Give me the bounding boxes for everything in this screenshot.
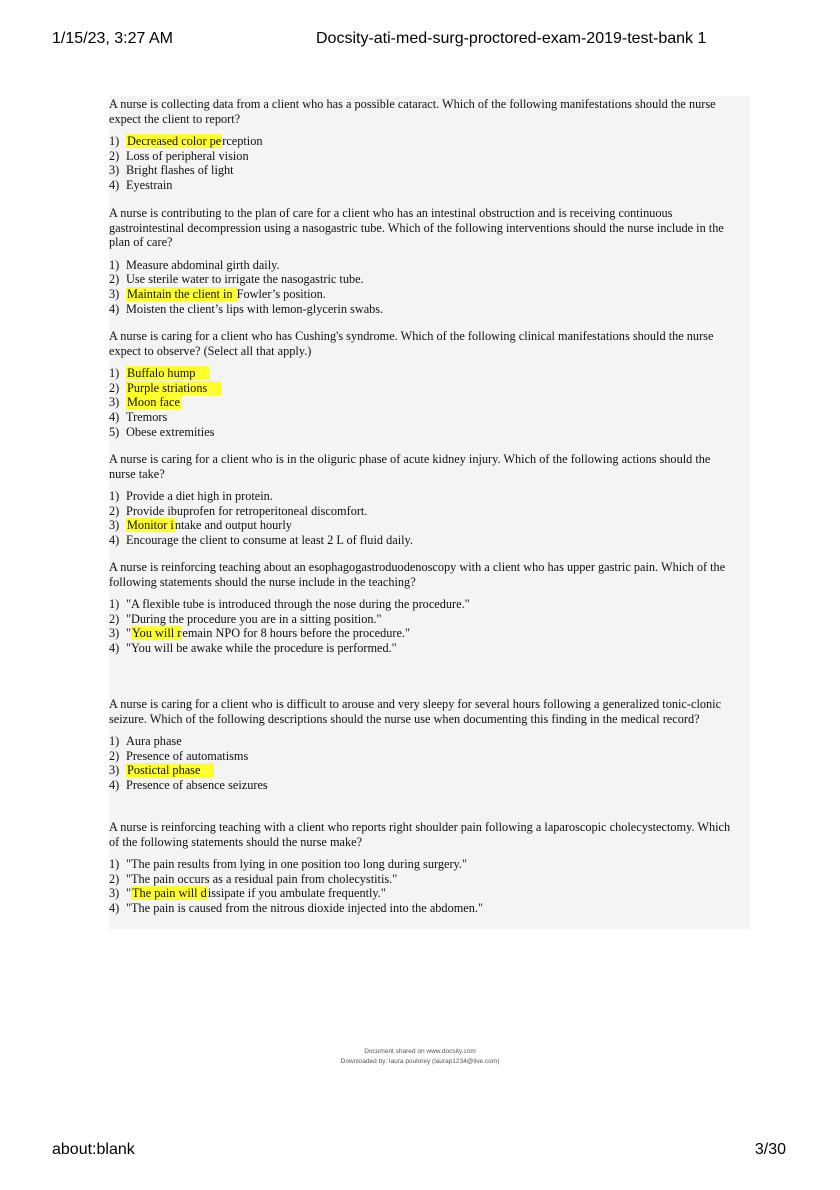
option-text: "	[126, 886, 132, 901]
option-number: 3)	[109, 286, 120, 301]
answer-option	[109, 504, 739, 519]
option-text: Tremors	[126, 409, 168, 424]
docsity-watermark	[0, 1047, 840, 1067]
answer-option	[109, 533, 739, 548]
highlight: The pain will d	[132, 886, 207, 901]
option-text: Aura phase	[126, 734, 182, 749]
option-number: 4)	[109, 301, 120, 316]
question-stem: A nurse is reinforcing teaching about an esophagogastroduodenoscopy with a client who has upper gastric pain. Which of the following statements should the nurse include in the teaching?	[109, 560, 726, 589]
option-text: Loss of peripheral vision	[126, 148, 249, 163]
option-number: 3)	[109, 395, 120, 410]
answer-option	[109, 886, 739, 901]
answer-option	[109, 641, 739, 656]
option-text: "The pain is caused from the nitrous dioxide injected into the abdomen."	[126, 900, 483, 915]
option-text: "During the procedure you are in a sitting position."	[126, 611, 382, 626]
page-number: 3/30	[754, 1141, 786, 1158]
answer-options	[109, 134, 739, 192]
option-number: 3)	[109, 518, 120, 533]
answer-option	[109, 425, 739, 440]
option-text: "A flexible tube is introduced through the nose during the procedure."	[126, 597, 470, 612]
question-stem: A nurse is reinforcing teaching with a client who reports right shoulder pain following a laparoscopic cholecystectomy. Which of the following statements should the nurse make?	[109, 820, 731, 849]
answer-option	[109, 518, 739, 533]
option-number: 2)	[109, 748, 120, 763]
option-number: 2)	[109, 272, 120, 287]
answer-option	[109, 302, 739, 317]
highlight: Monitor i	[127, 518, 174, 533]
answer-option	[109, 749, 739, 764]
answer-option	[109, 258, 739, 273]
answer-option	[109, 872, 739, 887]
question-5	[109, 560, 739, 656]
highlight: You will r	[132, 626, 182, 641]
question-stem: A nurse is collecting data from a client who has a possible cataract. Which of the following manifestations should the nurse expect the client to report?	[109, 97, 716, 126]
option-number: 4)	[109, 640, 120, 655]
option-text: Presence of automatisms	[126, 748, 249, 763]
option-text: Provide a diet high in protein.	[126, 489, 273, 504]
question-6	[109, 697, 739, 793]
answer-option	[109, 612, 739, 627]
answer-option	[109, 163, 739, 178]
option-number: 3)	[109, 626, 120, 641]
answer-option	[109, 597, 739, 612]
question-stem: A nurse is caring for a client who is difficult to arouse and very sleepy for several hours following a generalized tonic-clonic seizure. Which of the following descriptions should the nurse use when documenting this finding in the medical record?	[109, 697, 722, 726]
answer-options	[109, 366, 739, 439]
option-text: Measure abdominal girth daily.	[126, 257, 280, 272]
option-text: emain NPO for 8 hours before the procedure."	[182, 626, 411, 641]
option-number: 3)	[109, 763, 120, 778]
answer-option	[109, 272, 739, 287]
option-text: Use sterile water to irrigate the nasogastric tube.	[126, 272, 364, 287]
option-number: 1)	[109, 134, 120, 149]
highlight: Postictal phase	[126, 763, 214, 777]
question-1	[109, 97, 739, 193]
answer-option	[109, 857, 739, 872]
question-stem: A nurse is caring for a client who has Cushing's syndrome. Which of the following clinical manifestations should the nurse expect to observe? (Select all that apply.)	[109, 329, 714, 358]
option-number: 3)	[109, 886, 120, 901]
question-4	[109, 452, 739, 548]
answer-option	[109, 287, 739, 302]
option-number: 4)	[109, 532, 120, 547]
option-text: ntake and output hourly	[174, 518, 292, 533]
option-number: 1)	[109, 734, 120, 749]
print-datetime: 1/15/23, 3:27 AM	[52, 30, 173, 47]
option-text: Eyestrain	[126, 177, 173, 192]
answer-option	[109, 778, 739, 793]
highlight: Purple striations	[126, 381, 221, 395]
question-2	[109, 206, 739, 316]
option-number: 4)	[109, 777, 120, 792]
question-7	[109, 820, 739, 916]
page-url: about:blank	[52, 1141, 135, 1158]
option-number: 4)	[109, 900, 120, 915]
answer-option	[109, 410, 739, 425]
option-text: Bright flashes of light	[126, 163, 234, 178]
watermark-line: Document shared on www.docsity.com	[364, 1048, 476, 1055]
option-text: Fowler’s position.	[236, 286, 326, 301]
option-text: Moisten the client’s lips with lemon-glycerin swabs.	[126, 301, 384, 316]
option-number: 1)	[109, 857, 120, 872]
option-number: 4)	[109, 177, 120, 192]
answer-option	[109, 626, 739, 641]
option-number: 2)	[109, 611, 120, 626]
option-text: "The pain occurs as a residual pain from cholecystitis."	[126, 871, 398, 886]
answer-option	[109, 149, 739, 164]
option-text: "	[126, 626, 132, 641]
option-text: Provide ibuprofen for retroperitoneal discomfort.	[126, 503, 368, 518]
answer-options	[109, 597, 739, 655]
answer-option	[109, 489, 739, 504]
question-stem: A nurse is caring for a client who is in the oliguric phase of acute kidney injury. Which of the following actions should the nurse take?	[109, 452, 711, 481]
answer-options	[109, 734, 739, 792]
option-text: Presence of absence seizures	[126, 777, 268, 792]
answer-option	[109, 763, 739, 778]
highlight: Moon face	[127, 395, 180, 410]
highlight: Maintain the client in	[127, 286, 236, 301]
option-number: 2)	[109, 503, 120, 518]
highlight: Decreased color pe	[127, 134, 222, 149]
option-text: issipate if you ambulate frequently."	[207, 886, 386, 901]
option-number: 4)	[109, 409, 120, 424]
option-text: Obese extremities	[126, 424, 215, 439]
option-text: "The pain results from lying in one position too long during surgery."	[126, 857, 467, 872]
option-text: rception	[222, 134, 263, 149]
option-number: 2)	[109, 148, 120, 163]
option-number: 1)	[109, 597, 120, 612]
option-text: "You will be awake while the procedure is performed."	[126, 640, 397, 655]
option-number: 1)	[109, 366, 120, 381]
option-number: 1)	[109, 489, 120, 504]
highlight: Buffalo hump	[126, 366, 209, 380]
answer-options	[109, 857, 739, 915]
document-title: Docsity-ati-med-surg-proctored-exam-2019-test-bank 1	[316, 30, 707, 47]
answer-option	[109, 381, 739, 396]
answer-options	[109, 258, 739, 316]
option-number: 3)	[109, 163, 120, 178]
answer-option	[109, 395, 739, 410]
question-stem: A nurse is contributing to the plan of care for a client who has an intestinal obstruction and is receiving continuous gastrointestinal decompression using a nasogastric tube. Which of the following interventions should the nurse include in the plan of care?	[109, 206, 724, 250]
answer-option	[109, 734, 739, 749]
option-number: 2)	[109, 380, 120, 395]
option-number: 1)	[109, 257, 120, 272]
option-text: Encourage the client to consume at least 2 L of fluid daily.	[126, 532, 413, 547]
answer-option	[109, 366, 739, 381]
option-number: 2)	[109, 871, 120, 886]
option-number: 5)	[109, 424, 120, 439]
answer-option	[109, 178, 739, 193]
question-3	[109, 329, 739, 439]
answer-option	[109, 134, 739, 149]
answer-options	[109, 489, 739, 547]
page-content	[109, 96, 750, 929]
watermark-line: Downloaded by: laura poulorey (laurap1234@live.com)	[340, 1058, 500, 1065]
answer-option	[109, 901, 739, 916]
